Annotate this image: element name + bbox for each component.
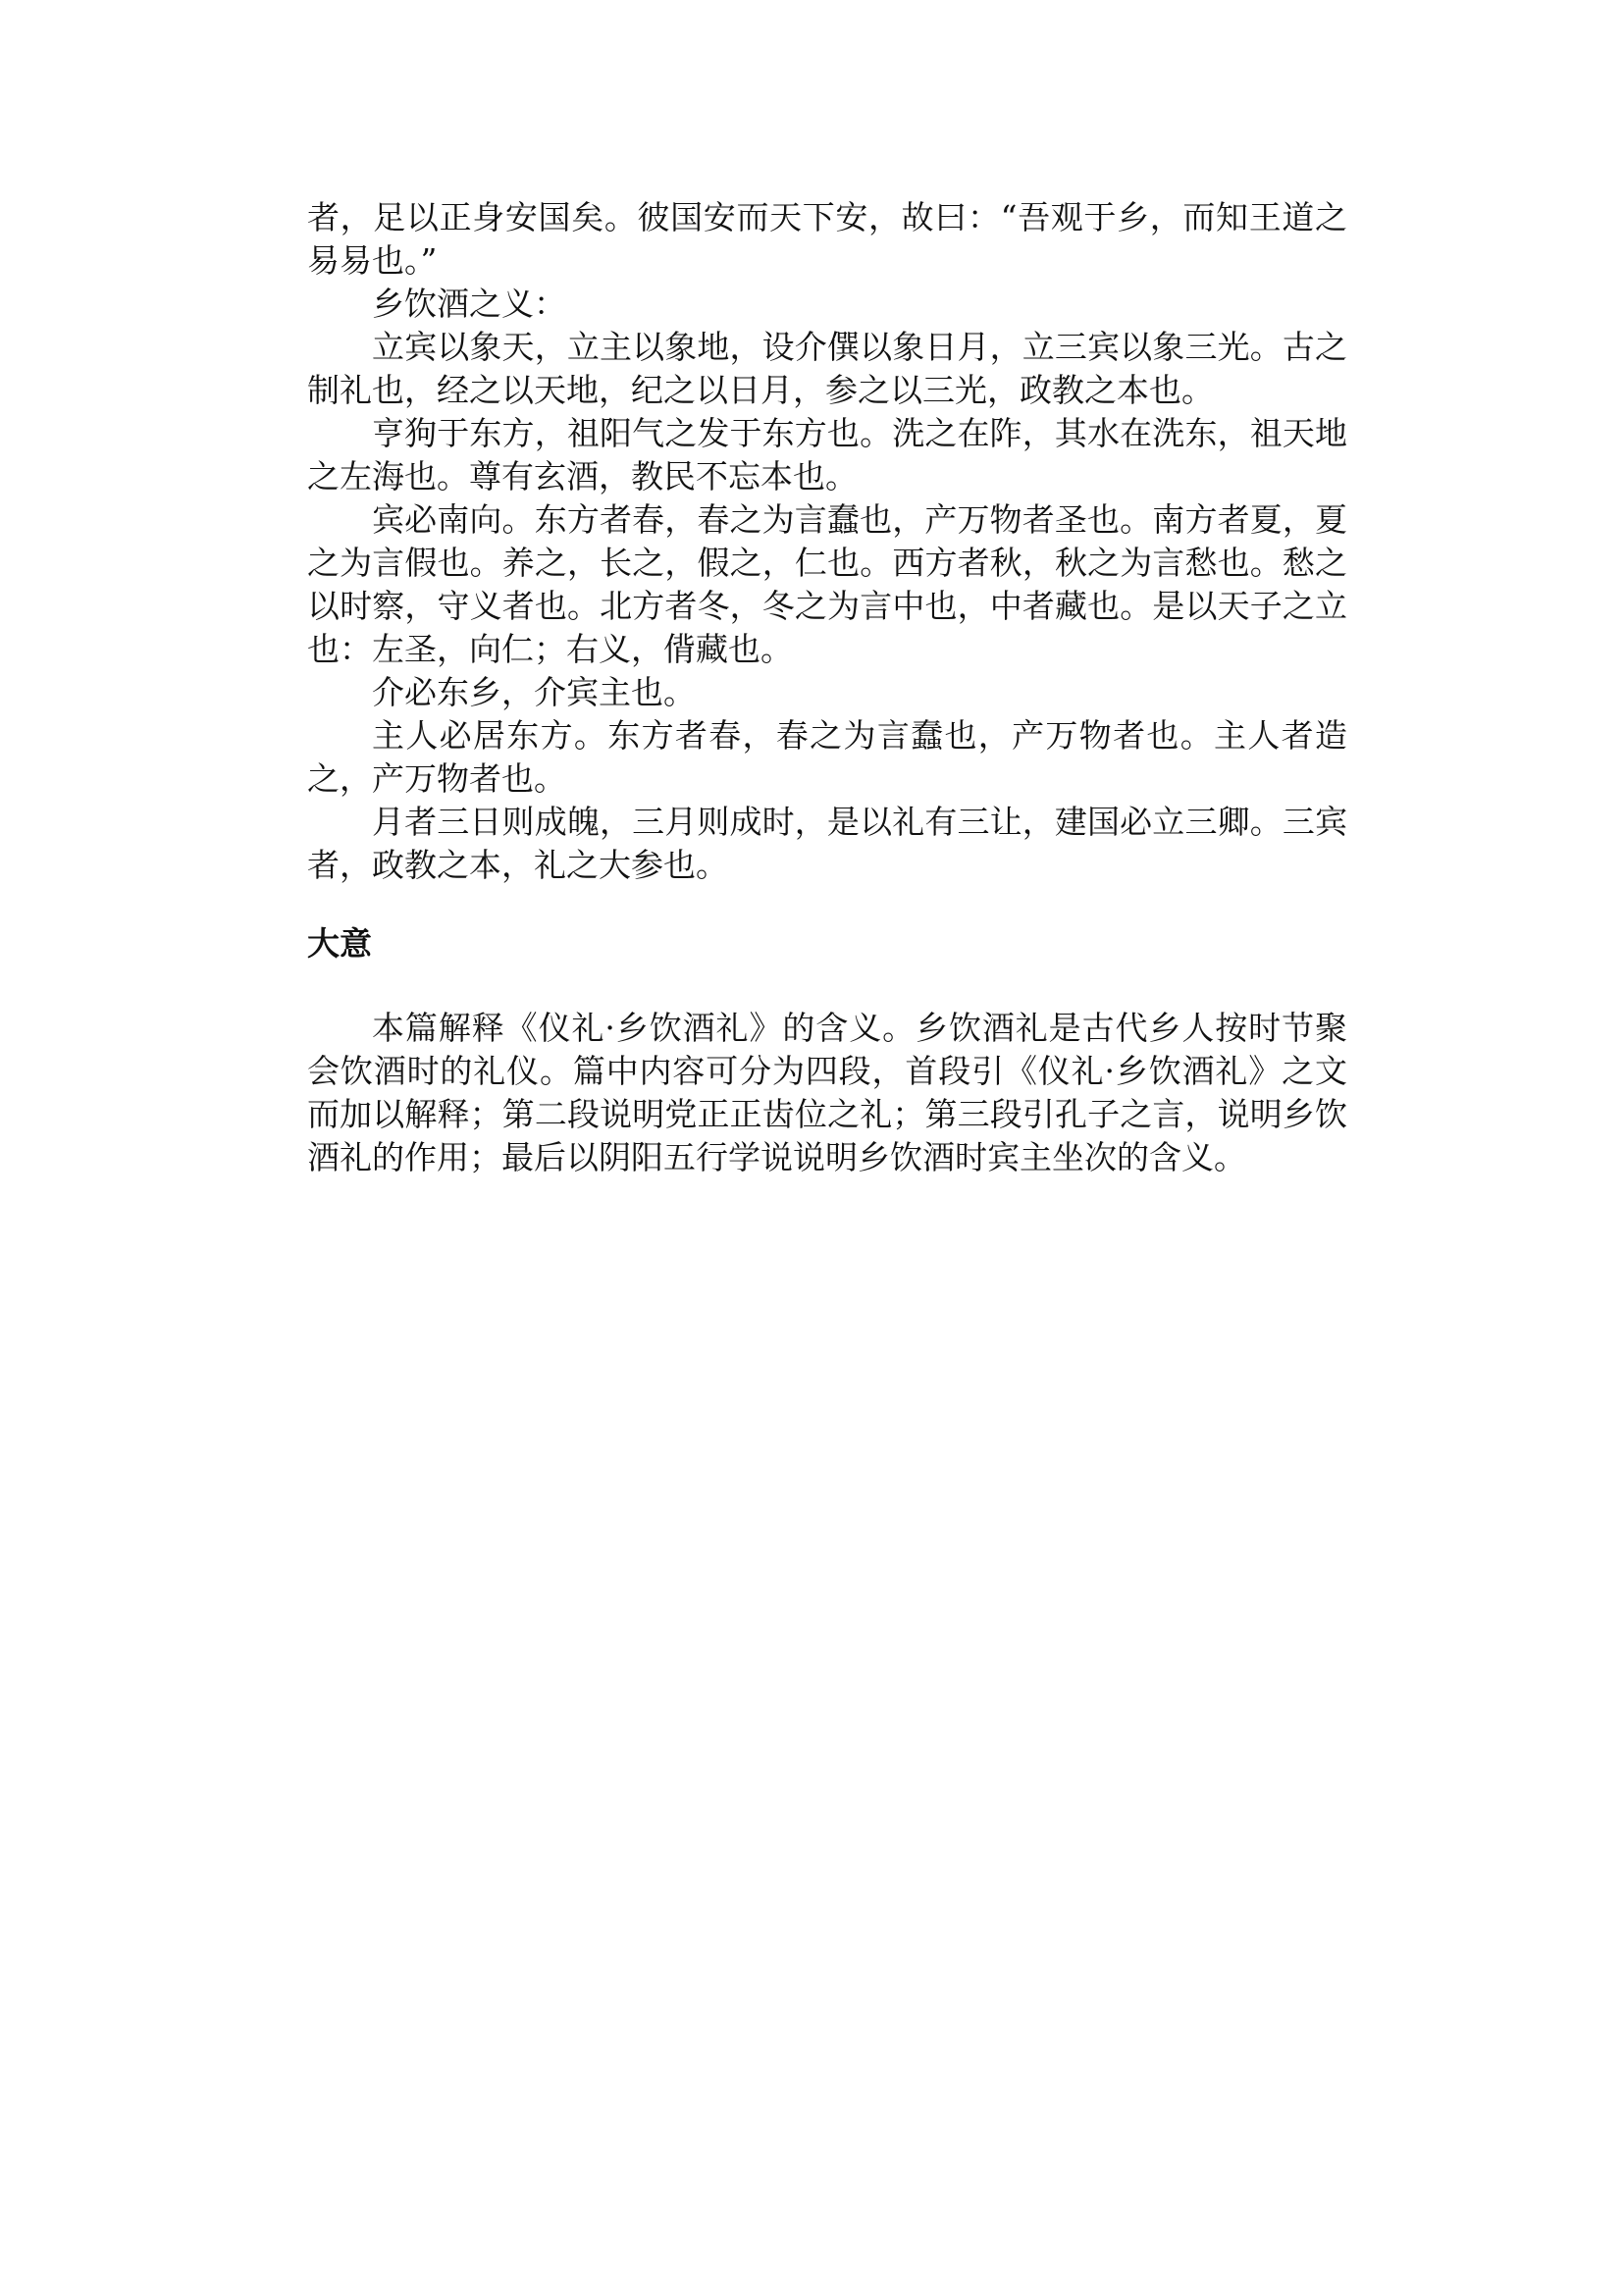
body-paragraph: 介必东乡，介宾主也。 bbox=[372, 673, 696, 711]
body-paragraph: 月者三日则成魄，三月则成时，是以礼有三让，建国必立三卿。三宾者，政教之本，礼之大参也。 bbox=[307, 803, 1347, 884]
body-paragraph: 立宾以象天，立主以象地，设介僎以象日月，立三宾以象三光。古之制礼也，经之以天地，纪之以日月，参之以三光，政教之本也。 bbox=[307, 328, 1347, 409]
body-paragraph: 宾必南向。东方者春，春之为言蠢也，产万物者圣也。南方者夏，夏之为言假也。养之，长之，假之，仁也。西方者秋，秋之为言愁也。愁之以时察，守义者也。北方者冬，冬之为言中也，中者藏也。是以天子之立也：左圣，向仁；右义，偝藏也。 bbox=[307, 500, 1347, 668]
summary-paragraph: 本篇解释《仪礼·乡饮酒礼》的含义。乡饮酒礼是古代乡人按时节聚会饮酒时的礼仪。篇中内容可分为四段，首段引《仪礼·乡饮酒礼》之文而加以解释；第二段说明党正正齿位之礼；第三段引孔子之言，说明乡饮酒礼的作用；最后以阴阳五行学说说明乡饮酒时宾主坐次的含义。 bbox=[307, 1009, 1347, 1176]
section-intro-line: 乡饮酒之义： bbox=[372, 285, 566, 323]
page-body bbox=[307, 196, 1347, 1179]
body-paragraph: 主人必居东方。东方者春，春之为言蠢也，产万物者也。主人者造之，产万物者也。 bbox=[307, 716, 1347, 798]
summary-heading: 大意 bbox=[307, 924, 372, 963]
body-paragraph: 亨狗于东方，祖阳气之发于东方也。洗之在阼，其水在洗东，祖天地之左海也。尊有玄酒，教民不忘本也。 bbox=[307, 414, 1347, 495]
continuation-paragraph: 者，足以正身安国矣。彼国安而天下安，故曰：“吾观于乡，而知王道之易易也。” bbox=[307, 198, 1347, 280]
